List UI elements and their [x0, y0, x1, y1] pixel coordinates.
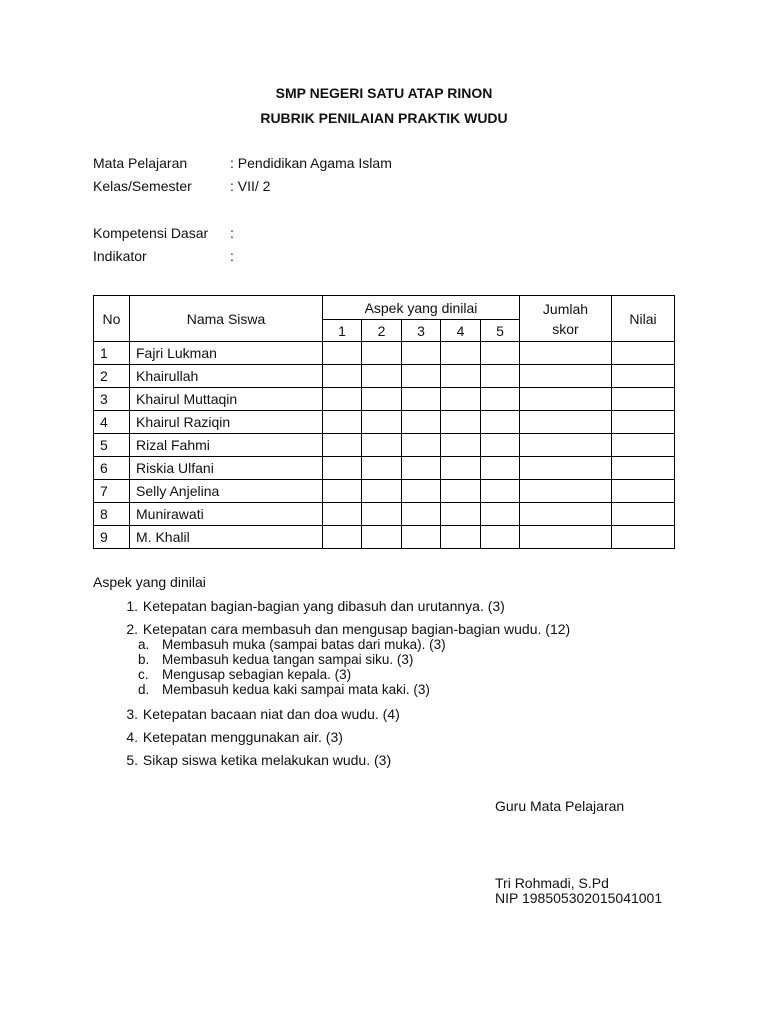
cell-score[interactable] [441, 434, 481, 457]
cell-score[interactable] [362, 388, 402, 411]
cell-score[interactable] [323, 526, 362, 549]
criteria-number: 2. [126, 621, 138, 637]
cell-score[interactable] [481, 526, 520, 549]
cell-nilai[interactable] [612, 526, 675, 549]
cell-score[interactable] [402, 411, 441, 434]
cell-jumlah[interactable] [520, 411, 612, 434]
cell-score[interactable] [441, 342, 481, 365]
cell-score[interactable] [402, 457, 441, 480]
school-name: SMP NEGERI SATU ATAP RINON [275, 85, 493, 101]
col-header-jumlah [520, 296, 612, 342]
jumlah-line-1: Jumlah [542, 300, 589, 317]
criteria-text: Ketepatan menggunakan air. (3) [142, 729, 343, 745]
col-header-aspek: Aspek yang dinilai [323, 296, 520, 320]
table-row [94, 503, 675, 526]
cell-score[interactable] [402, 388, 441, 411]
document-title: RUBRIK PENILAIAN PRAKTIK WUDU [260, 110, 508, 126]
mapel-value: : Pendidikan Agama Islam [230, 155, 392, 171]
cell-jumlah[interactable] [520, 503, 612, 526]
cell-score[interactable] [402, 503, 441, 526]
cell-score[interactable] [481, 388, 520, 411]
criteria-item [93, 752, 391, 768]
cell-score[interactable] [441, 365, 481, 388]
criteria-subitem [138, 682, 430, 697]
cell-nilai[interactable] [612, 411, 675, 434]
criteria-text: Sikap siswa ketika melakukan wudu. (3) [142, 752, 392, 768]
col-header-nama: Nama Siswa [130, 296, 323, 342]
cell-no: 5 [94, 434, 130, 457]
cell-nilai[interactable] [612, 434, 675, 457]
cell-score[interactable] [481, 503, 520, 526]
cell-nilai[interactable] [612, 388, 675, 411]
cell-no: 4 [94, 411, 130, 434]
cell-nama: Khairullah [130, 365, 323, 388]
criteria-text: Ketepatan cara membasuh dan mengusap bagian-bagian wudu. (12) [142, 621, 571, 637]
cell-score[interactable] [481, 434, 520, 457]
cell-score[interactable] [441, 480, 481, 503]
cell-jumlah[interactable] [520, 457, 612, 480]
criteria-item [93, 621, 570, 637]
criteria-number: 1. [126, 598, 138, 614]
table-row [94, 388, 675, 411]
kd-value: : [230, 225, 234, 241]
cell-nama: Selly Anjelina [130, 480, 323, 503]
subitem-letter: c. [138, 667, 149, 682]
subitem-letter: a. [138, 637, 150, 652]
cell-nama: Munirawati [130, 503, 323, 526]
cell-score[interactable] [441, 388, 481, 411]
subitem-text: Mengusap sebagian kepala. (3) [162, 667, 352, 682]
subitem-letter: d. [138, 682, 150, 697]
table-row [94, 434, 675, 457]
cell-jumlah[interactable] [520, 526, 612, 549]
cell-nilai[interactable] [612, 480, 675, 503]
table-row [94, 342, 675, 365]
aspek-num-1: 1 [323, 320, 362, 342]
cell-jumlah[interactable] [520, 342, 612, 365]
cell-nama: Khairul Muttaqin [130, 388, 323, 411]
cell-no: 8 [94, 503, 130, 526]
cell-score[interactable] [441, 503, 481, 526]
cell-score[interactable] [481, 411, 520, 434]
subitem-text: Membasuh kedua tangan sampai siku. (3) [162, 652, 414, 667]
cell-nama: Rizal Fahmi [130, 434, 323, 457]
cell-score[interactable] [481, 480, 520, 503]
table-row [94, 526, 675, 549]
cell-jumlah[interactable] [520, 480, 612, 503]
cell-score[interactable] [362, 503, 402, 526]
criteria-item [93, 598, 505, 614]
cell-score[interactable] [402, 365, 441, 388]
cell-score[interactable] [481, 457, 520, 480]
signature-role: Guru Mata Pelajaran [495, 798, 625, 814]
cell-no: 3 [94, 388, 130, 411]
table-row [94, 480, 675, 503]
signature-name: Tri Rohmadi, S.Pd [495, 875, 609, 891]
aspek-num-2: 2 [362, 320, 402, 342]
cell-score[interactable] [323, 365, 362, 388]
cell-score[interactable] [323, 457, 362, 480]
cell-score[interactable] [402, 526, 441, 549]
criteria-subitem [138, 652, 413, 667]
cell-score[interactable] [323, 480, 362, 503]
cell-score[interactable] [323, 342, 362, 365]
cell-score[interactable] [441, 457, 481, 480]
subitem-text: Membasuh kedua kaki sampai mata kaki. (3) [162, 682, 430, 697]
cell-jumlah[interactable] [520, 365, 612, 388]
criteria-text: Ketepatan bagian-bagian yang dibasuh dan urutannya. (3) [142, 598, 505, 614]
cell-score[interactable] [362, 526, 402, 549]
cell-nama: Khairul Raziqin [130, 411, 323, 434]
cell-no: 1 [94, 342, 130, 365]
cell-score[interactable] [481, 342, 520, 365]
cell-score[interactable] [323, 411, 362, 434]
aspek-num-3: 3 [402, 320, 441, 342]
criteria-title: Aspek yang dinilai [93, 574, 206, 590]
cell-score[interactable] [402, 480, 441, 503]
signature-nip: NIP 198505302015041001 [495, 890, 663, 906]
table-row [94, 411, 675, 434]
kd-label: Kompetensi Dasar [93, 225, 209, 241]
cell-score[interactable] [362, 434, 402, 457]
criteria-subitem [138, 667, 351, 682]
criteria-number: 4. [126, 729, 138, 745]
indikator-label: Indikator [93, 248, 147, 264]
cell-no: 9 [94, 526, 130, 549]
cell-nilai[interactable] [612, 503, 675, 526]
kelas-label: Kelas/Semester [93, 178, 192, 194]
criteria-number: 5. [126, 752, 138, 768]
cell-score[interactable] [323, 503, 362, 526]
cell-score[interactable] [402, 434, 441, 457]
subitem-text: Membasuh muka (sampai batas dari muka). (3) [162, 637, 446, 652]
criteria-item [93, 729, 343, 745]
indikator-value: : [230, 248, 234, 264]
aspek-num-4: 4 [441, 320, 481, 342]
cell-score[interactable] [362, 365, 402, 388]
cell-score[interactable] [362, 480, 402, 503]
criteria-item [93, 706, 400, 722]
cell-score[interactable] [362, 342, 402, 365]
rubric-table [93, 295, 675, 549]
cell-score[interactable] [481, 365, 520, 388]
subitem-letter: b. [138, 652, 150, 667]
cell-score[interactable] [362, 457, 402, 480]
cell-nama: Fajri Lukman [130, 342, 323, 365]
cell-no: 2 [94, 365, 130, 388]
kelas-value: : VII/ 2 [230, 178, 271, 194]
cell-score[interactable] [441, 411, 481, 434]
cell-no: 6 [94, 457, 130, 480]
col-header-no: No [94, 296, 130, 342]
cell-jumlah[interactable] [520, 434, 612, 457]
cell-nilai[interactable] [612, 457, 675, 480]
criteria-number: 3. [126, 706, 138, 722]
aspek-num-5: 5 [481, 320, 520, 342]
table-row [94, 365, 675, 388]
cell-score[interactable] [323, 388, 362, 411]
table-row [94, 457, 675, 480]
cell-score[interactable] [362, 411, 402, 434]
cell-jumlah[interactable] [520, 388, 612, 411]
cell-score[interactable] [441, 526, 481, 549]
cell-score[interactable] [402, 342, 441, 365]
mapel-label: Mata Pelajaran [93, 155, 188, 171]
criteria-subitem [138, 637, 446, 652]
jumlah-line-2: skor [552, 320, 579, 337]
col-header-nilai: Nilai [612, 296, 675, 342]
cell-nilai[interactable] [612, 342, 675, 365]
cell-nilai[interactable] [612, 365, 675, 388]
criteria-text: Ketepatan bacaan niat dan doa wudu. (4) [142, 706, 400, 722]
cell-no: 7 [94, 480, 130, 503]
cell-score[interactable] [323, 434, 362, 457]
cell-nama: M. Khalil [130, 526, 323, 549]
cell-nama: Riskia Ulfani [130, 457, 323, 480]
